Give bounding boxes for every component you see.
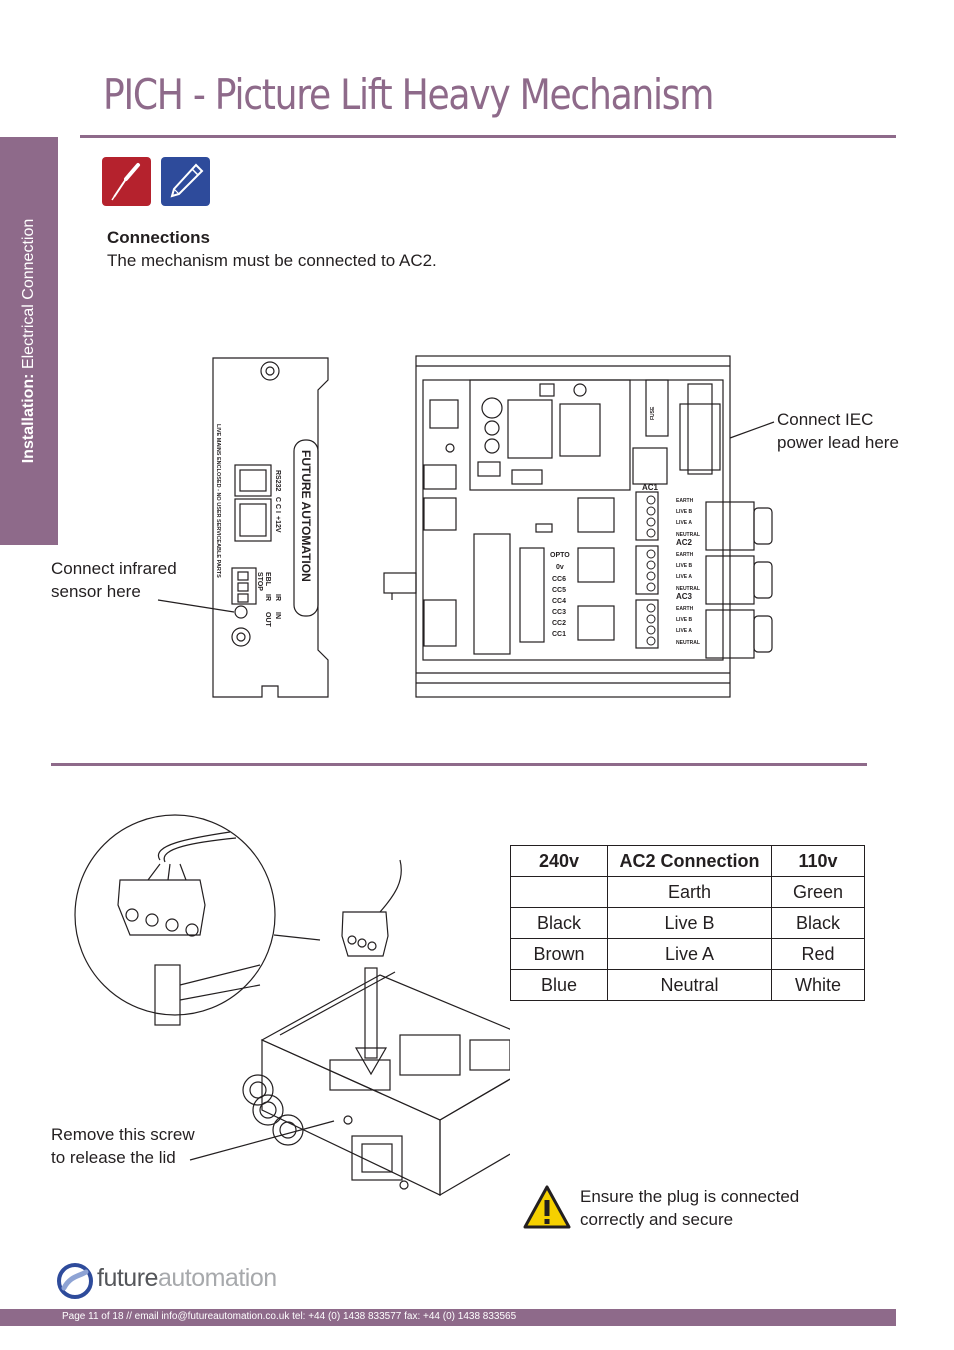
table-cell: Neutral	[608, 970, 772, 1001]
ac2-label: AC2	[676, 538, 693, 547]
cc5-label: CC5	[552, 587, 567, 594]
warning-callout-line1: Ensure the plug is connected	[580, 1187, 800, 1206]
logo-part-future: future	[97, 1264, 158, 1292]
cable-glands	[706, 502, 772, 658]
cc3-label: CC3	[552, 609, 567, 616]
cc6-label: CC6	[552, 576, 567, 583]
footer-contact-text: Page 11 of 18 // email info@futureautomation.co.uk tel: +44 (0) 1438 833577 fax: +44 (0) 1438 833565	[62, 1311, 517, 1322]
cc1-label: CC1	[552, 631, 567, 638]
panel-brand-label: FUTURE AUTOMATION	[299, 450, 313, 582]
zoom-circle	[75, 815, 275, 1015]
table-cell: Brown	[511, 939, 608, 970]
table-cell: Earth	[608, 877, 772, 908]
enclosure	[384, 356, 772, 697]
warning-icon	[522, 1184, 572, 1230]
iec-callout-line1: Connect IEC	[777, 410, 874, 429]
ov-label: 0v	[556, 564, 564, 571]
table-row	[511, 908, 865, 939]
table-cell: Live A	[608, 939, 772, 970]
connections-heading: Connections	[107, 228, 210, 247]
screw-callout-line1: Remove this screw	[51, 1125, 195, 1144]
table-cell: White	[772, 970, 865, 1001]
col-ac2-connection: AC2 Connection	[608, 846, 772, 877]
connection-diagram	[0, 340, 954, 720]
panel-12v-label: +12V	[274, 516, 281, 533]
title-rule	[80, 135, 896, 138]
table-header-row	[511, 846, 865, 877]
page-title: PICH - Picture Lift Heavy Mechanism	[103, 70, 714, 119]
fuse-label: FUSE	[650, 406, 656, 420]
side-label-rest: Electrical Connection	[20, 218, 37, 374]
table-row	[511, 970, 865, 1001]
logo-part-automation: automation	[157, 1264, 277, 1292]
ac2-neutral: NEUTRAL	[676, 586, 700, 592]
ac1-livea: LIVE A	[676, 520, 692, 526]
cc2-label: CC2	[552, 620, 567, 627]
table-row	[511, 877, 865, 908]
ir-callout-line2: sensor here	[51, 582, 141, 601]
table-cell: Red	[772, 939, 865, 970]
ac3-livea: LIVE A	[676, 628, 692, 634]
ac3-neutral: NEUTRAL	[676, 640, 700, 646]
ac3-liveb: LIVE B	[676, 617, 693, 623]
panel-ebl-label: EBL	[264, 572, 271, 586]
panel-out-label: OUT	[264, 612, 271, 627]
ac2-earth: EARTH	[676, 552, 694, 558]
terminal-screws	[647, 496, 655, 645]
panel-rs232-label: RS232	[274, 470, 281, 492]
ac3-label: AC3	[676, 592, 693, 601]
panel-ir-label-2: IR	[264, 594, 271, 601]
col-110v: 110v	[772, 846, 865, 877]
panel-in-label: IN	[274, 612, 281, 619]
panel-ir-label-1: IR	[274, 594, 281, 601]
ac3-earth: EARTH	[676, 606, 694, 612]
table-cell: Black	[772, 908, 865, 939]
panel-warning-label: LIVE MAINS ENCLOSED - NO USER SERVICEABLE PARTS	[215, 424, 221, 578]
warning-callout	[580, 1185, 799, 1231]
panel-cc-label: C C I	[274, 497, 281, 513]
col-240v: 240v	[511, 846, 608, 877]
ac2-livea: LIVE A	[676, 574, 692, 580]
table-cell: Live B	[608, 908, 772, 939]
ir-callout	[51, 557, 177, 603]
ac2-liveb: LIVE B	[676, 563, 693, 569]
table-cell	[511, 877, 608, 908]
ir-callout-line1: Connect infrared	[51, 559, 177, 578]
connections-body: The mechanism must be connected to AC2.	[107, 251, 437, 270]
iec-callout-line2: power lead here	[777, 433, 899, 452]
opto-label: OPTO	[550, 552, 570, 559]
table-cell: Black	[511, 908, 608, 939]
warning-callout-line2: correctly and secure	[580, 1210, 734, 1229]
end-panel-labels	[215, 424, 313, 628]
cc4-label: CC4	[552, 598, 567, 605]
screw-leader-line	[190, 1121, 334, 1160]
ac1-label: AC1	[642, 483, 659, 492]
table-cell: Blue	[511, 970, 608, 1001]
company-logo-text	[97, 1264, 277, 1293]
screwdriver-icon	[102, 157, 151, 206]
ac1-neutral: NEUTRAL	[676, 532, 700, 538]
side-label-bold: Installation:	[20, 373, 37, 464]
panel-stop-label: STOP	[256, 572, 263, 591]
logo-icon	[56, 1262, 94, 1300]
ac2-wiring-table	[510, 845, 865, 1001]
table-cell: Green	[772, 877, 865, 908]
screw-callout-line2: to release the lid	[51, 1148, 176, 1167]
screw-callout	[51, 1123, 195, 1169]
iec-callout	[777, 408, 899, 454]
ac1-earth: EARTH	[676, 498, 694, 504]
section-rule	[51, 763, 867, 766]
board-labels	[550, 406, 700, 646]
table-row	[511, 939, 865, 970]
pencil-icon	[161, 157, 210, 206]
ac1-liveb: LIVE B	[676, 509, 693, 515]
iec-leader-line	[730, 422, 774, 438]
